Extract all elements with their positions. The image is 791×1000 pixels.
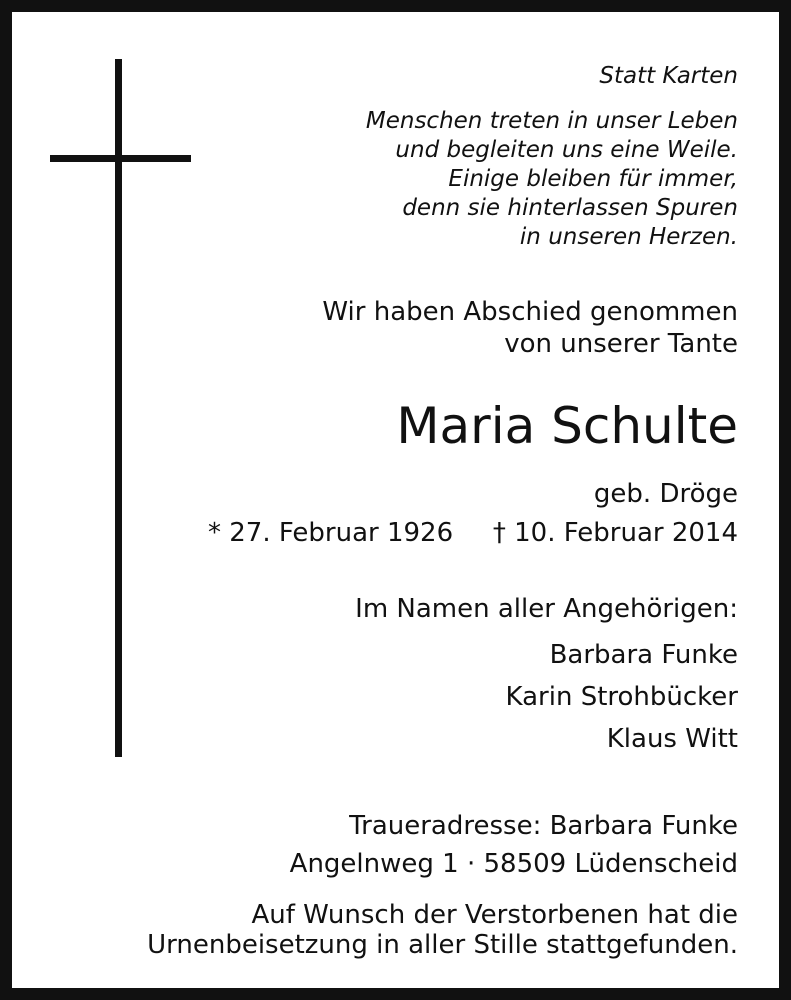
relatives-list <box>506 634 738 760</box>
intro-line: von unserer Tante <box>504 329 738 359</box>
poem-line: Einige bleiben für immer, <box>448 166 738 192</box>
birth-date: * 27. Februar 1926 <box>208 518 454 548</box>
poem-line: denn sie hinterlassen Spuren <box>402 195 738 221</box>
poem <box>366 107 738 252</box>
relative-name: Klaus Witt <box>606 724 738 754</box>
intro-text <box>322 296 738 360</box>
note-line: Auf Wunsch der Verstorbenen hat die <box>251 900 738 930</box>
statt-karten-label: Statt Karten <box>599 63 738 89</box>
note-line: Urnenbeisetzung in aller Stille stattgefunden. <box>147 930 738 960</box>
cross-icon-horizontal-bar <box>50 155 191 162</box>
on-behalf-label: Im Namen aller Angehörigen: <box>355 594 738 624</box>
address-line: Angelnweg 1 · 58509 Lüdenscheid <box>289 849 738 879</box>
death-date: † 10. Februar 2014 <box>492 518 738 548</box>
burial-note <box>147 900 738 960</box>
relative-name: Karin Strohbücker <box>505 682 738 712</box>
address-line: Traueradresse: Barbara Funke <box>349 811 738 841</box>
cross-icon-vertical-bar <box>115 59 122 757</box>
deceased-name: Maria Schulte <box>396 397 738 455</box>
relative-name: Barbara Funke <box>549 640 738 670</box>
poem-line: Menschen treten in unser Leben <box>365 108 738 134</box>
birth-name: geb. Dröge <box>593 479 738 509</box>
mourning-address <box>290 807 738 883</box>
poem-line: und begleiten uns eine Weile. <box>395 137 738 163</box>
poem-line: in unseren Herzen. <box>519 224 738 250</box>
intro-line: Wir haben Abschied genommen <box>322 297 738 327</box>
